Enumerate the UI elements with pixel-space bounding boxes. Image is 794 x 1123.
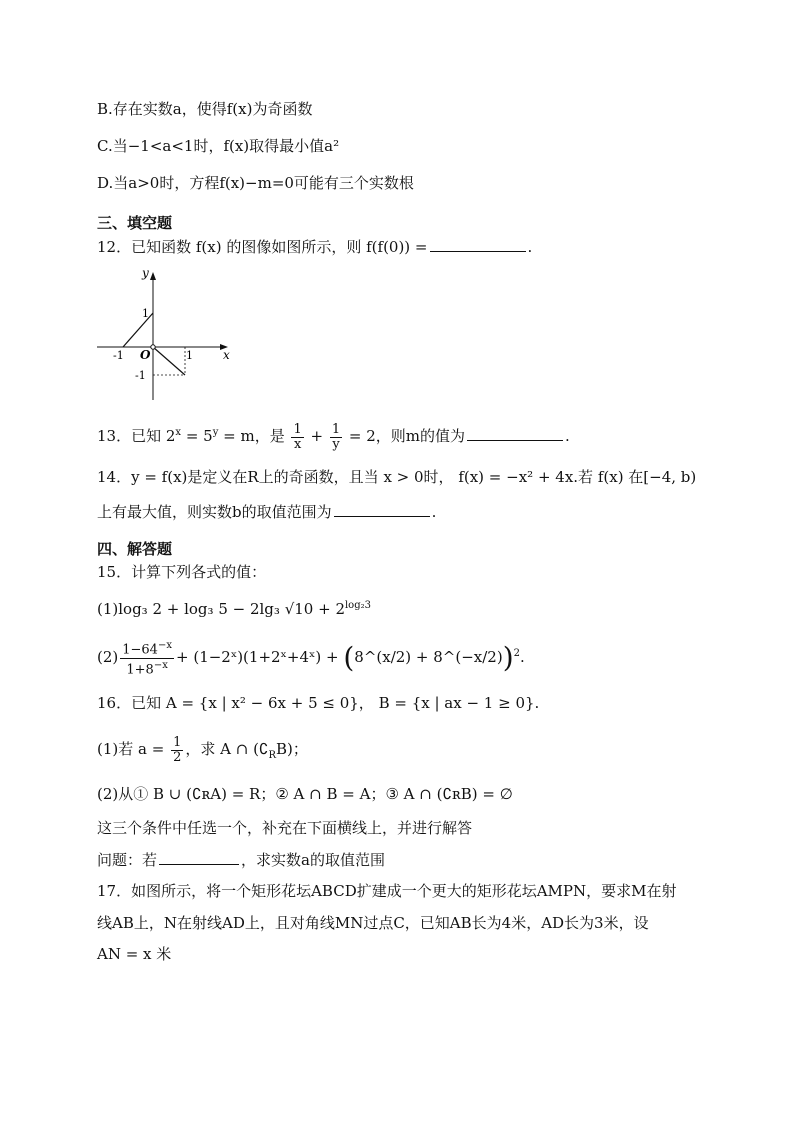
q15-p2-end: .: [520, 648, 525, 666]
q13-fraction-1: [291, 423, 303, 452]
q16-frac-den: 2: [173, 749, 182, 765]
question-14-line1: 14．y = f(x)是定义在R上的奇函数，且当 x > 0时， f(x) = −x² + 4x.若 f(x) 在[−4, b): [97, 468, 697, 486]
q16-frac-num: 1: [173, 734, 182, 750]
q12-text: 12．已知函数 f(x) 的图像如图所示，则 f(f(0)) =: [97, 238, 428, 256]
origin-label: O: [140, 348, 151, 362]
q16-p4-a: 问题：若: [97, 851, 158, 869]
q14-line2-text: 上有最大值，则实数b的取值范围为: [97, 503, 332, 521]
q16-p1-c: B)；: [276, 740, 308, 758]
q15-p1-text: (1)log₃ 2 + log₃ 5 − 2lg₃ √10 + 2: [97, 600, 345, 618]
graph-segment-right: [153, 347, 185, 375]
q13-part4: = 2，则m的值为: [344, 427, 466, 445]
q13-part1: 13．已知 2: [97, 427, 176, 445]
question-13: [97, 418, 570, 452]
tick-x-neg: -1: [113, 349, 124, 362]
function-graph: [95, 265, 240, 405]
q15-p1-exp: log₂3: [344, 600, 371, 611]
q15-p2-fraction: [120, 639, 174, 677]
q16-p4-b: ，求实数a的取值范围: [241, 851, 385, 869]
question-15-stem: 15．计算下列各式的值：: [97, 563, 267, 581]
q15-p2-den: [120, 659, 174, 677]
question-12: [97, 236, 532, 258]
q12-end: .: [527, 238, 533, 256]
q15-p2-prefix: (2): [97, 648, 119, 666]
question-15-part1: [97, 595, 371, 620]
x-axis-label: x: [223, 348, 230, 362]
q15-p2-num-exp: −x: [157, 640, 172, 652]
question-17-line1: 17．如图所示，将一个矩形花坛ABCD扩建成一个更大的矩形花坛AMPN，要求M在射: [97, 882, 677, 900]
q15-left-paren: (: [343, 641, 355, 674]
q13-exp-x: x: [175, 427, 182, 438]
answer-blank-12[interactable]: [430, 237, 526, 252]
q13-part3: = m，是: [218, 427, 290, 445]
question-16-part1: [97, 732, 308, 773]
section-heading-fill: 三、填空题: [97, 214, 173, 232]
q13-fraction-2: [330, 423, 342, 452]
question-16-part2: (2)从① B ∪ (∁ʀA) = R；② A ∩ B = A；③ A ∩ (∁ʀB) = ∅: [97, 785, 513, 803]
q15-p2-tail: 8^(x/2) + 8^(−x/2): [354, 648, 503, 666]
q15-p2-outer-exp: 2: [513, 648, 521, 659]
q15-p2-mid: + (1−2ˣ)(1+2ˣ+4ˣ) +: [176, 648, 344, 666]
question-16-stem: 16．已知 A = {x | x² − 6x + 5 ≤ 0}， B = {x | ax − 1 ≥ 0}.: [97, 694, 540, 712]
section-heading-solve: 四、解答题: [97, 540, 173, 558]
y-axis-arrow: [150, 272, 156, 280]
answer-blank-16[interactable]: [159, 850, 239, 865]
option-c: C.当−1<a<1时，f(x)取得最小值a²: [97, 137, 340, 155]
q13-part2: = 5: [181, 427, 213, 445]
option-d: D.当a>0时，方程f(x)−m=0可能有三个实数根: [97, 174, 414, 192]
question-16-part3: 这三个条件中任选一个，补充在下面横线上，并进行解答: [97, 819, 473, 837]
q15-p2-num: [120, 639, 174, 658]
q13-frac1-num: 1: [293, 421, 302, 437]
q13-frac1-den: x: [293, 436, 302, 452]
q13-end: .: [565, 427, 570, 445]
q16-p1-fraction: [171, 736, 183, 765]
open-point: [151, 345, 155, 349]
q16-p1-b: ，求 A ∩ (∁: [185, 740, 269, 758]
tick-y-neg: -1: [135, 369, 146, 382]
answer-blank-13[interactable]: [467, 426, 563, 441]
option-b: B.存在实数a，使得f(x)为奇函数: [97, 100, 313, 118]
q15-p2-num-text: 1−64: [122, 642, 158, 658]
q16-p1-sub: R: [268, 750, 276, 761]
q14-end: .: [431, 503, 437, 521]
question-14-line2: [97, 501, 436, 523]
q16-p1-a: (1)若 a =: [97, 740, 170, 758]
q13-frac2-num: 1: [331, 421, 341, 437]
question-15-part2: [97, 636, 525, 677]
q13-frac2-den: y: [332, 436, 340, 452]
q15-p2-den-exp: −x: [153, 659, 168, 671]
question-16-part4: [97, 849, 385, 871]
y-axis-label: y: [142, 266, 149, 280]
q13-exp-y: y: [212, 427, 219, 438]
tick-x-pos: 1: [186, 349, 193, 362]
q13-plus: +: [305, 427, 328, 445]
q15-p2-den-text: 1+8: [126, 661, 154, 677]
answer-blank-14[interactable]: [334, 502, 430, 517]
q15-right-paren: ): [502, 641, 514, 674]
tick-y-pos: 1: [142, 307, 149, 320]
question-17-line3: AN = x 米: [97, 945, 172, 963]
question-17-line2: 线AB上，N在射线AD上，且对角线MN过点C，已知AB长为4米，AD长为3米，设: [97, 914, 649, 932]
